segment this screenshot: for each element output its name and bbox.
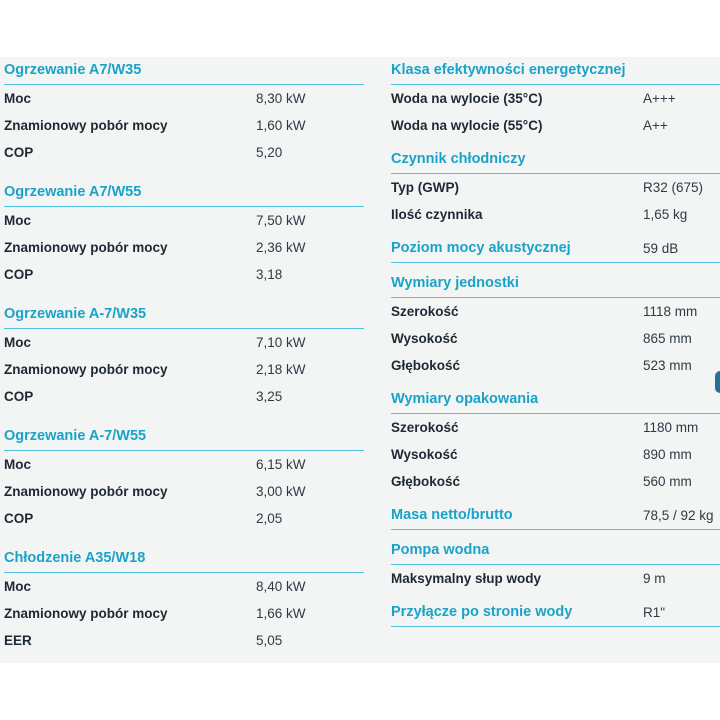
spec-row — [4, 600, 364, 627]
spec-label: Wysokość — [391, 447, 458, 462]
section-title: Ogrzewanie A7/W35 — [4, 57, 364, 85]
spec-section-czynnik-chlodniczy — [391, 146, 720, 228]
spec-column-right — [391, 57, 720, 627]
spec-row — [391, 112, 720, 139]
spec-label: Znamionowy pobór mocy — [4, 362, 168, 377]
spec-value: 1,60 kW — [256, 118, 306, 133]
spec-value: 1,66 kW — [256, 606, 306, 621]
spec-label: Moc — [4, 579, 31, 594]
spec-label: Głębokość — [391, 358, 461, 373]
spec-value: 9 m — [643, 571, 666, 586]
section-title: Ogrzewanie A-7/W35 — [4, 301, 364, 329]
spec-value: A++ — [643, 118, 668, 133]
section-title: Ogrzewanie A-7/W55 — [4, 423, 364, 451]
spec-row — [4, 234, 364, 261]
spec-row — [391, 174, 720, 201]
spec-value: 865 mm — [643, 331, 692, 346]
section-title: Czynnik chłodniczy — [391, 146, 720, 174]
spec-value: R1" — [643, 605, 666, 620]
spec-row — [391, 325, 720, 352]
section-title: Pompa wodna — [391, 537, 720, 565]
spec-section-klasa-efektywnosci-energetycznej — [391, 57, 720, 139]
spec-section-poziom-mocy-akustycznej — [391, 235, 720, 263]
spec-column-left — [4, 57, 364, 654]
spec-row — [4, 627, 364, 654]
spec-value: 6,15 kW — [256, 457, 306, 472]
spec-row — [391, 85, 720, 112]
spec-row — [4, 329, 364, 356]
section-title: Klasa efektywności energetycznej — [391, 57, 720, 85]
spec-row — [4, 139, 364, 166]
spec-row — [391, 565, 720, 592]
spec-label: Znamionowy pobór mocy — [4, 240, 168, 255]
spec-value: 5,20 — [256, 145, 283, 160]
edge-tab-icon[interactable] — [715, 371, 720, 393]
spec-label: COP — [4, 267, 34, 282]
spec-value: 1180 mm — [643, 420, 699, 435]
spec-value: 1,65 kg — [643, 207, 688, 222]
spec-label: Moc — [4, 91, 31, 106]
spec-label: Ilość czynnika — [391, 207, 483, 222]
spec-row — [391, 468, 720, 495]
spec-label: COP — [4, 389, 34, 404]
spec-value: A+++ — [643, 91, 676, 106]
spec-value: 2,18 kW — [256, 362, 306, 377]
spec-row — [391, 201, 720, 228]
spec-value: 560 mm — [643, 474, 692, 489]
spec-label: Znamionowy pobór mocy — [4, 606, 168, 621]
spec-label: Znamionowy pobór mocy — [4, 118, 168, 133]
spec-value: 3,18 — [256, 267, 283, 282]
spec-section-ogrzewanie-a7-w55 — [4, 179, 364, 288]
spec-label: COP — [4, 145, 34, 160]
spec-value: 523 mm — [643, 358, 692, 373]
spec-value: 890 mm — [643, 447, 692, 462]
spec-label: COP — [4, 511, 34, 526]
spec-section-wymiary-jednostki — [391, 270, 720, 379]
spec-inline-row — [391, 502, 720, 530]
spec-row — [4, 573, 364, 600]
spec-row — [4, 383, 364, 410]
spec-value: 2,36 kW — [256, 240, 306, 255]
spec-label: Woda na wylocie (35°C) — [391, 91, 543, 106]
spec-panel — [0, 57, 720, 663]
spec-label: Typ (GWP) — [391, 180, 459, 195]
section-title: Chłodzenie A35/W18 — [4, 545, 364, 573]
spec-value: 3,00 kW — [256, 484, 306, 499]
spec-section-masa-netto-brutto — [391, 502, 720, 530]
spec-row — [4, 207, 364, 234]
spec-row — [4, 505, 364, 532]
spec-section-ogrzewanie-a7-w35 — [4, 57, 364, 166]
spec-value: 8,40 kW — [256, 579, 306, 594]
spec-label: Moc — [4, 457, 31, 472]
spec-label: Głębokość — [391, 474, 461, 489]
spec-label: Maksymalny słup wody — [391, 571, 542, 586]
spec-label: Znamionowy pobór mocy — [4, 484, 168, 499]
spec-row — [391, 414, 720, 441]
spec-value: R32 (675) — [643, 180, 704, 195]
spec-inline-row — [391, 235, 720, 263]
section-title: Poziom mocy akustycznej — [391, 240, 571, 256]
spec-inline-row — [391, 599, 720, 627]
spec-row — [391, 441, 720, 468]
spec-row — [4, 261, 364, 288]
section-title: Wymiary jednostki — [391, 270, 720, 298]
section-title: Ogrzewanie A7/W55 — [4, 179, 364, 207]
spec-label: Szerokość — [391, 420, 459, 435]
spec-label: Woda na wylocie (55°C) — [391, 118, 543, 133]
spec-label: EER — [4, 633, 32, 648]
spec-section-przylacze-po-stronie-wody — [391, 599, 720, 627]
section-title: Przyłącze po stronie wody — [391, 604, 573, 620]
spec-section-wymiary-opakowania — [391, 386, 720, 495]
spec-value: 5,05 — [256, 633, 283, 648]
spec-label: Szerokość — [391, 304, 459, 319]
section-title: Masa netto/brutto — [391, 507, 513, 523]
spec-section-ogrzewanie-a-7-w55 — [4, 423, 364, 532]
spec-row — [4, 451, 364, 478]
spec-label: Moc — [4, 335, 31, 350]
section-title: Wymiary opakowania — [391, 386, 720, 414]
spec-section-ogrzewanie-a-7-w35 — [4, 301, 364, 410]
spec-label: Moc — [4, 213, 31, 228]
spec-row — [4, 85, 364, 112]
spec-value: 7,10 kW — [256, 335, 306, 350]
spec-section-chlodzenie-a35-w18 — [4, 545, 364, 654]
spec-row — [4, 112, 364, 139]
spec-value: 7,50 kW — [256, 213, 306, 228]
spec-value: 1118 mm — [643, 304, 698, 319]
spec-section-pompa-wodna — [391, 537, 720, 592]
spec-value: 78,5 / 92 kg — [643, 508, 714, 523]
spec-label: Wysokość — [391, 331, 458, 346]
spec-value: 8,30 kW — [256, 91, 306, 106]
spec-value: 2,05 — [256, 511, 283, 526]
spec-value: 3,25 — [256, 389, 283, 404]
spec-row — [391, 352, 720, 379]
spec-value: 59 dB — [643, 241, 679, 256]
spec-row — [4, 478, 364, 505]
spec-row — [391, 298, 720, 325]
spec-row — [4, 356, 364, 383]
